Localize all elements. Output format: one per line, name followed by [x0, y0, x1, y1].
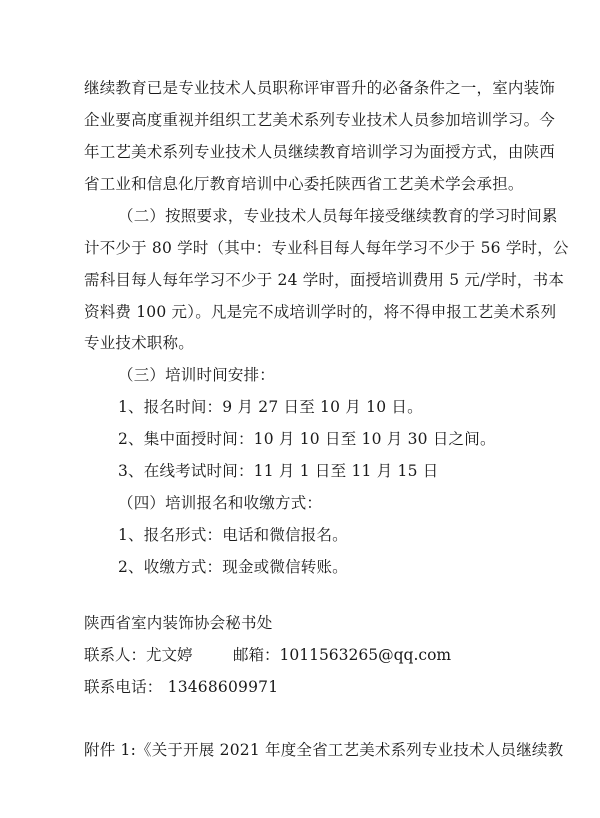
contact-org: 陕西省室内装饰协会秘书处	[84, 614, 273, 632]
contact-phone: 联系电话： 13468609971	[84, 678, 279, 696]
paragraph-1-line-4: 省工业和信息化厅教育培训中心委托陕西省工艺美术学会承担。	[84, 175, 524, 193]
payment-item: 2、收缴方式：现金或微信转账。	[118, 558, 348, 576]
paragraph-1-line-2: 企业要高度重视并组织工艺美术系列专业技术人员参加培训学习。今	[84, 111, 556, 129]
section-4-heading: （四）培训报名和收缴方式：	[118, 494, 323, 512]
attachment-line: 附件 1:《关于开展 2021 年度全省工艺美术系列专业技术人员继续教	[84, 741, 564, 759]
contact-email: 邮箱：1011563265@qq.com	[233, 646, 452, 664]
paragraph-2-line-1: （二）按照要求，专业技术人员每年接受继续教育的学习时间累	[118, 207, 558, 225]
schedule-item: 2、集中面授时间：10 月 10 日至 10 月 30 日之间。	[118, 430, 496, 448]
schedule-item: 3、在线考试时间：11 月 1 日至 11 月 15 日	[118, 462, 439, 480]
contact-person: 联系人：尤文婷	[84, 646, 193, 664]
paragraph-2-line-2: 计不少于 80 学时（其中：专业科目每人每年学习不少于 56 学时，公	[84, 239, 569, 257]
paragraph-1-line-3: 年工艺美术系列专业技术人员继续教育培训学习为面授方式，由陕西	[84, 143, 556, 161]
paragraph-1-line-1: 继续教育已是专业技术人员职称评审晋升的必备条件之一，室内装饰	[84, 79, 556, 97]
contact-row	[84, 645, 452, 665]
payment-item: 1、报名形式：电话和微信报名。	[118, 526, 348, 544]
section-3-heading: （三）培训时间安排：	[118, 366, 276, 384]
paragraph-2-line-4: 资料费 100 元）。凡是完不成培训学时的，将不得申报工艺美术系列	[84, 303, 557, 321]
paragraph-2-line-5: 专业技术职称。	[84, 334, 194, 352]
paragraph-2-line-3: 需科目每人每年学习不少于 24 学时，面授培训费用 5 元/学时，书本	[84, 271, 565, 289]
schedule-item: 1、报名时间：9 月 27 日至 10 月 10 日。	[118, 398, 423, 416]
